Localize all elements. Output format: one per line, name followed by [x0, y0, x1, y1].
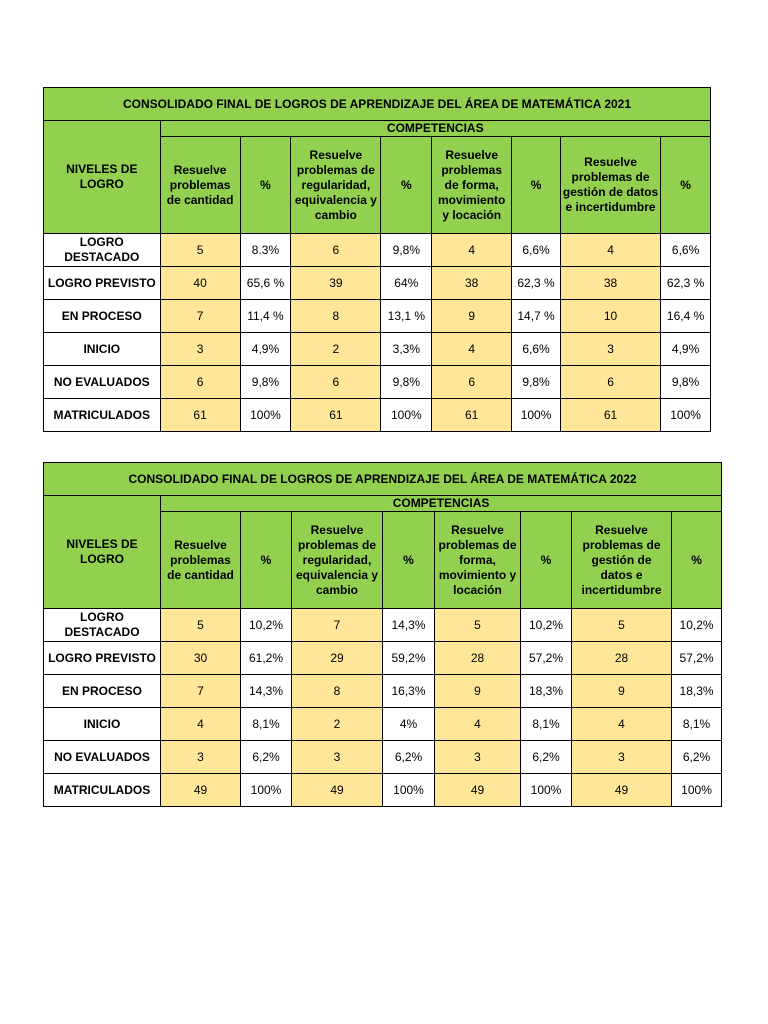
- count-cell: 5: [572, 609, 672, 642]
- table-row: [44, 267, 711, 300]
- count-cell: 29: [292, 642, 383, 675]
- column-header: Resuelve problemas de forma, movimiento y locación: [435, 512, 521, 609]
- column-header: %: [521, 512, 572, 609]
- count-cell: 61: [291, 399, 381, 432]
- percent-cell: 4,9%: [661, 333, 711, 366]
- column-header: %: [672, 512, 722, 609]
- count-cell: 7: [160, 300, 240, 333]
- table-row: [44, 708, 722, 741]
- count-cell: 40: [160, 267, 240, 300]
- percent-cell: 100%: [240, 399, 291, 432]
- count-cell: 61: [560, 399, 660, 432]
- percent-cell: 18,3%: [672, 675, 722, 708]
- percent-cell: 6,2%: [241, 741, 292, 774]
- count-cell: 39: [291, 267, 381, 300]
- count-cell: 4: [572, 708, 672, 741]
- count-cell: 3: [160, 333, 240, 366]
- competencias-header: COMPETENCIAS: [161, 496, 722, 512]
- count-cell: 4: [161, 708, 241, 741]
- percent-cell: 6,6%: [512, 333, 561, 366]
- column-header: Resuelve problemas de cantidad: [160, 137, 240, 234]
- percent-cell: 100%: [381, 399, 432, 432]
- column-header: %: [661, 137, 711, 234]
- percent-cell: 61,2%: [241, 642, 292, 675]
- table-row: [44, 609, 722, 642]
- count-cell: 2: [291, 333, 381, 366]
- percent-cell: 8,1%: [241, 708, 292, 741]
- table-row: [44, 333, 711, 366]
- count-cell: 38: [560, 267, 660, 300]
- count-cell: 6: [291, 366, 381, 399]
- column-header: Resuelve problemas de gestión de datos e incertidumbre: [560, 137, 660, 234]
- level-label: LOGRO PREVISTO: [44, 267, 161, 300]
- count-cell: 49: [435, 774, 521, 807]
- percent-cell: 8,1%: [672, 708, 722, 741]
- level-header: NIVELES DE LOGRO: [44, 121, 161, 234]
- count-cell: 8: [291, 300, 381, 333]
- percent-cell: 6,2%: [521, 741, 572, 774]
- percent-cell: 6,2%: [672, 741, 722, 774]
- percent-cell: 10,2%: [672, 609, 722, 642]
- percent-cell: 100%: [383, 774, 435, 807]
- table-row: [44, 675, 722, 708]
- percent-cell: 3,3%: [381, 333, 432, 366]
- level-label: EN PROCESO: [44, 675, 161, 708]
- percent-cell: 13,1 %: [381, 300, 432, 333]
- percent-cell: 59,2%: [383, 642, 435, 675]
- level-label: EN PROCESO: [44, 300, 161, 333]
- column-header: Resuelve problemas de cantidad: [161, 512, 241, 609]
- percent-cell: 6,2%: [383, 741, 435, 774]
- percent-cell: 10,2%: [241, 609, 292, 642]
- count-cell: 7: [292, 609, 383, 642]
- level-label: NO EVALUADOS: [44, 366, 161, 399]
- percent-cell: 9,8%: [240, 366, 291, 399]
- count-cell: 4: [435, 708, 521, 741]
- count-cell: 49: [292, 774, 383, 807]
- percent-cell: 57,2%: [672, 642, 722, 675]
- percent-cell: 100%: [521, 774, 572, 807]
- percent-cell: 8,1%: [521, 708, 572, 741]
- count-cell: 9: [435, 675, 521, 708]
- column-header: %: [383, 512, 435, 609]
- competencias-header: COMPETENCIAS: [160, 121, 710, 137]
- percent-cell: 14,3%: [383, 609, 435, 642]
- count-cell: 3: [292, 741, 383, 774]
- table-2022: [43, 462, 722, 807]
- percent-cell: 14,3%: [241, 675, 292, 708]
- count-cell: 6: [560, 366, 660, 399]
- count-cell: 30: [161, 642, 241, 675]
- percent-cell: 16,3%: [383, 675, 435, 708]
- column-header: %: [512, 137, 561, 234]
- count-cell: 3: [161, 741, 241, 774]
- table-row: [44, 300, 711, 333]
- count-cell: 28: [572, 642, 672, 675]
- level-label: NO EVALUADOS: [44, 741, 161, 774]
- percent-cell: 18,3%: [521, 675, 572, 708]
- percent-cell: 100%: [672, 774, 722, 807]
- column-header: %: [240, 137, 291, 234]
- count-cell: 7: [161, 675, 241, 708]
- percent-cell: 10,2%: [521, 609, 572, 642]
- count-cell: 3: [572, 741, 672, 774]
- level-label: LOGRO DESTACADO: [44, 609, 161, 642]
- column-header: %: [241, 512, 292, 609]
- count-cell: 49: [161, 774, 241, 807]
- count-cell: 5: [160, 234, 240, 267]
- percent-cell: 16,4 %: [661, 300, 711, 333]
- count-cell: 4: [560, 234, 660, 267]
- percent-cell: 100%: [661, 399, 711, 432]
- count-cell: 10: [560, 300, 660, 333]
- percent-cell: 14,7 %: [512, 300, 561, 333]
- count-cell: 2: [292, 708, 383, 741]
- count-cell: 9: [572, 675, 672, 708]
- percent-cell: 8.3%: [240, 234, 291, 267]
- table-row: [44, 741, 722, 774]
- count-cell: 9: [432, 300, 512, 333]
- level-label: MATRICULADOS: [44, 774, 161, 807]
- table-2021: [43, 87, 711, 432]
- table-row: [44, 234, 711, 267]
- level-label: INICIO: [44, 333, 161, 366]
- count-cell: 4: [432, 234, 512, 267]
- percent-cell: 9,8%: [381, 366, 432, 399]
- table-row: [44, 642, 722, 675]
- percent-cell: 57,2%: [521, 642, 572, 675]
- percent-cell: 100%: [512, 399, 561, 432]
- column-header: Resuelve problemas de regularidad, equivalencia y cambio: [291, 137, 381, 234]
- table-row: [44, 366, 711, 399]
- level-label: LOGRO PREVISTO: [44, 642, 161, 675]
- percent-cell: 64%: [381, 267, 432, 300]
- count-cell: 61: [160, 399, 240, 432]
- level-label: LOGRO DESTACADO: [44, 234, 161, 267]
- level-label: MATRICULADOS: [44, 399, 161, 432]
- table-title: CONSOLIDADO FINAL DE LOGROS DE APRENDIZAJE DEL ÁREA DE MATEMÁTICA 2021: [44, 88, 711, 121]
- percent-cell: 100%: [241, 774, 292, 807]
- percent-cell: 6,6%: [512, 234, 561, 267]
- count-cell: 49: [572, 774, 672, 807]
- count-cell: 6: [291, 234, 381, 267]
- column-header: Resuelve problemas de gestión de datos e incertidumbre: [572, 512, 672, 609]
- percent-cell: 62,3 %: [661, 267, 711, 300]
- count-cell: 6: [160, 366, 240, 399]
- column-header: Resuelve problemas de regularidad, equivalencia y cambio: [292, 512, 383, 609]
- count-cell: 5: [161, 609, 241, 642]
- table-title: CONSOLIDADO FINAL DE LOGROS DE APRENDIZAJE DEL ÁREA DE MATEMÁTICA 2022: [44, 463, 722, 496]
- percent-cell: 4%: [383, 708, 435, 741]
- percent-cell: 9,8%: [381, 234, 432, 267]
- percent-cell: 11,4 %: [240, 300, 291, 333]
- column-header: %: [381, 137, 432, 234]
- count-cell: 28: [435, 642, 521, 675]
- percent-cell: 9,8%: [512, 366, 561, 399]
- percent-cell: 65,6 %: [240, 267, 291, 300]
- table-row: [44, 399, 711, 432]
- count-cell: 61: [432, 399, 512, 432]
- count-cell: 38: [432, 267, 512, 300]
- column-header: Resuelve problemas de forma, movimiento y locación: [432, 137, 512, 234]
- count-cell: 8: [292, 675, 383, 708]
- table-row: [44, 774, 722, 807]
- count-cell: 3: [560, 333, 660, 366]
- percent-cell: 4,9%: [240, 333, 291, 366]
- count-cell: 6: [432, 366, 512, 399]
- percent-cell: 6,6%: [661, 234, 711, 267]
- level-label: INICIO: [44, 708, 161, 741]
- count-cell: 4: [432, 333, 512, 366]
- count-cell: 5: [435, 609, 521, 642]
- percent-cell: 62,3 %: [512, 267, 561, 300]
- count-cell: 3: [435, 741, 521, 774]
- percent-cell: 9,8%: [661, 366, 711, 399]
- level-header: NIVELES DE LOGRO: [44, 496, 161, 609]
